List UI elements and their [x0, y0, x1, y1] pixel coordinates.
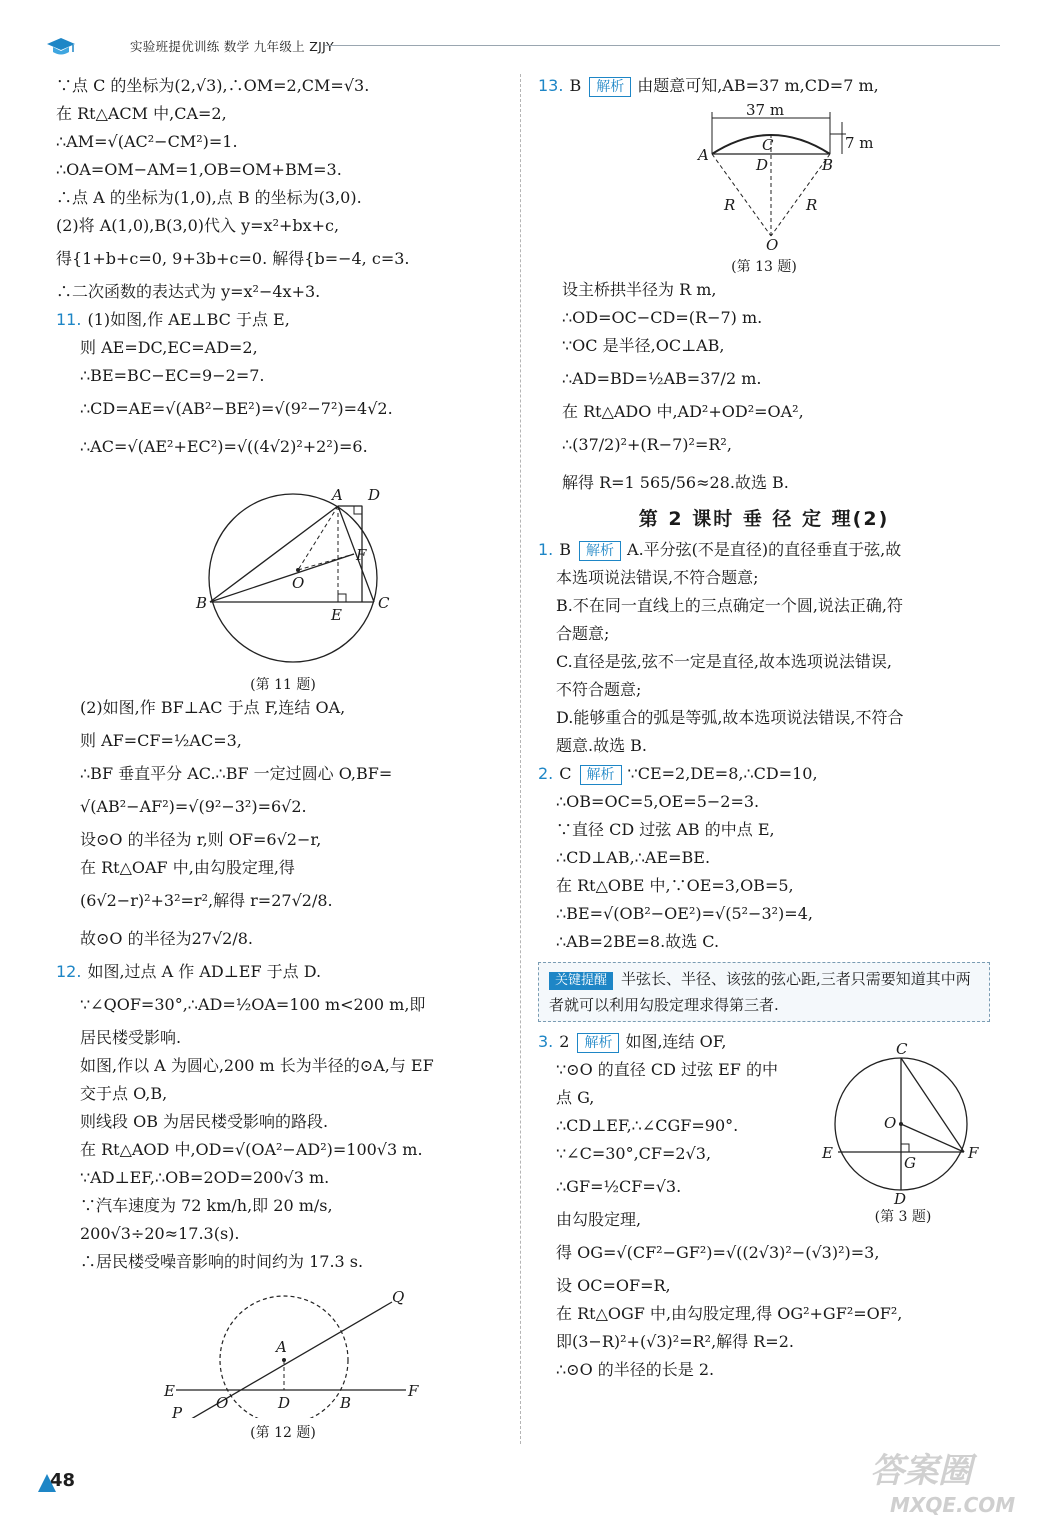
text-line: ∴OD=OC−CD=(R−7) m.	[562, 308, 763, 327]
text-line: 在 Rt△OAF 中,由勾股定理,得	[80, 858, 295, 877]
text-line: 点 G,	[556, 1088, 595, 1107]
text-line: 如图,作以 A 为圆心,200 m 长为半径的⊙A,与 EF	[80, 1056, 434, 1075]
text-line: 故⊙O 的半径为27√2/8.	[80, 929, 254, 948]
label-D: D	[756, 156, 769, 174]
label-D: D	[894, 1190, 907, 1208]
text-line: ∵⊙O 的直径 CD 过弦 EF 的中	[556, 1060, 778, 1079]
text-line: ∴AD=BD=½AB=37/2 m.	[562, 369, 762, 388]
key-tip-text: 半弦长、半径、该弦的弦心距,三者只需要知道其中两者就可以利用勾股定理求得第三者.	[549, 970, 971, 1014]
figure-caption: (第 13 题)	[731, 259, 797, 275]
text-line: 得{1+b+c=0, 9+3b+c=0. 解得{b=−4, c=3.	[56, 249, 410, 268]
text-line: 则 AE=DC,EC=AD=2,	[80, 338, 258, 357]
text-line: 设主桥拱半径为 R m,	[562, 280, 717, 299]
figure-caption: (第 3 题)	[874, 1209, 932, 1225]
label-F: F	[408, 1382, 419, 1400]
text-line: 在 Rt△OBE 中,∵OE=3,OB=5,	[556, 876, 794, 895]
key-tip-label: 关键提醒	[549, 972, 613, 990]
text-line: (2)如图,作 BF⊥AC 于点 F,连结 OA,	[80, 698, 346, 717]
text-line: 在 Rt△ADO 中,AD²+OD²=OA²,	[562, 402, 804, 421]
text-line: 题意.故选 B.	[556, 736, 648, 755]
q3-block	[538, 1028, 990, 1234]
header-rule	[325, 45, 1000, 46]
text-line: ∵点 C 的坐标为(2,√3),∴OM=2,CM=√3.	[56, 76, 370, 95]
text-line: C.直径是弦,弦不一定是直径,故本选项说法错误,	[556, 652, 893, 671]
text-line: ∴BE=√(OB²−OE²)=√(5²−3²)=4,	[556, 904, 813, 923]
label-O: O	[766, 236, 779, 252]
text-line: ∴(37/2)²+(R−7)²=R²,	[562, 435, 732, 454]
label-B: B	[822, 156, 834, 174]
text-line: 设⊙O 的半径为 r,则 OF=6√2−r,	[80, 830, 322, 849]
watermark-sub: MXQE.COM	[890, 1493, 1016, 1517]
left-column	[56, 72, 510, 1442]
text-line: ∵∠C=30°,CF=2√3,	[556, 1144, 712, 1163]
text-line: 即(3−R)²+(√3)²=R²,解得 R=2.	[556, 1332, 794, 1351]
text-line: ∴⊙O 的半径的长是 2.	[556, 1360, 715, 1379]
question-number: 13.	[538, 76, 564, 95]
height-label: 7 m	[845, 134, 874, 152]
column-divider	[520, 74, 521, 1444]
circle-diagram-3	[818, 1028, 988, 1208]
text-line: ∴AB=2BE=8.故选 C.	[556, 932, 720, 951]
label-E: E	[331, 606, 342, 624]
label-D: D	[278, 1394, 291, 1412]
text-line: D.能够重合的弧是等弧,故本选项说法错误,不符合	[556, 708, 904, 727]
text-line: ∵∠QOF=30°,∴AD=½OA=100 m<200 m,即	[80, 995, 426, 1014]
label-A: A	[332, 486, 343, 504]
text-line: ∵汽车速度为 72 km/h,即 20 m/s,	[80, 1196, 333, 1215]
book-title: 实验班提优训练 数学 九年级上 ZJJY	[130, 39, 334, 54]
key-tip-box	[538, 962, 990, 1022]
q12-line: 12. 如图,过点 A 作 AD⊥EF 于点 D.	[56, 962, 322, 981]
text-line: 交于点 O,B,	[80, 1084, 168, 1103]
label-F: F	[968, 1144, 979, 1162]
text-line: 则 AF=CF=½AC=3,	[80, 731, 242, 750]
circle-diagram-11	[56, 470, 510, 670]
figure-12	[56, 1280, 510, 1418]
text-line: ∴点 A 的坐标为(1,0),点 B 的坐标为(3,0).	[56, 188, 362, 207]
analysis-tag: 解析	[589, 77, 631, 97]
text-line: 则线段 OB 为居民楼受影响的路段.	[80, 1112, 329, 1131]
label-E: E	[164, 1382, 175, 1400]
arrow-up-icon	[38, 1474, 56, 1492]
label-A: A	[276, 1338, 287, 1356]
text-line: 由勾股定理,	[556, 1210, 642, 1229]
q13-line: 13. B 解析 由题意可知,AB=37 m,CD=7 m,	[538, 76, 879, 95]
text-line: ∴GF=½CF=√3.	[556, 1177, 682, 1196]
page-header	[40, 34, 1000, 58]
section-title: 第 2 课时 垂 径 定 理(2)	[638, 508, 890, 530]
text-line: ∴CD=AE=√(AB²−BE²)=√(9²−7²)=4√2.	[80, 399, 393, 418]
q1-line: 1. B 解析 A.平分弦(不是直径)的直径垂直于弦,故	[538, 540, 902, 559]
text-line: ∴AM=√(AC²−CM²)=1.	[56, 132, 238, 151]
text-line: 在 Rt△ACM 中,CA=2,	[56, 104, 227, 123]
text-line: (6√2−r)²+3²=r²,解得 r=27√2/8.	[80, 891, 333, 910]
circle-line-diagram-12	[56, 1280, 510, 1418]
text-line: 合题意;	[556, 624, 610, 643]
label-C: C	[896, 1040, 908, 1058]
figure-3	[818, 1028, 988, 1234]
question-number: 1.	[538, 540, 554, 559]
text-line: 在 Rt△AOD 中,OD=√(OA²−AD²)=100√3 m.	[80, 1140, 423, 1159]
text-line: ∴BE=BC−EC=9−2=7.	[80, 366, 265, 385]
text-line: ∴AC=√(AE²+EC²)=√((4√2)²+2²)=6.	[80, 437, 368, 456]
text-line: ∴BF 垂直平分 AC.∴BF 一定过圆心 O,BF=	[80, 764, 393, 783]
label-B: B	[196, 594, 208, 612]
figure-13	[538, 104, 990, 252]
watermark-main: 答案圈	[870, 1451, 972, 1491]
text-line: 200√3÷20≈17.3(s).	[80, 1224, 240, 1243]
text-line: ∴OB=OC=5,OE=5−2=3.	[556, 792, 760, 811]
q3-line: 3. 2 解析 如图,连结 OF,	[538, 1032, 727, 1051]
text-line: 本选项说法错误,不符合题意;	[556, 568, 759, 587]
label-A: A	[698, 146, 709, 164]
page-number: 48	[50, 1470, 86, 1498]
text-line: ∴OA=OM−AM=1,OB=OM+BM=3.	[56, 160, 342, 179]
label-Q: Q	[392, 1288, 405, 1306]
label-G: G	[904, 1154, 916, 1172]
figure-caption: (第 12 题)	[250, 1425, 316, 1441]
question-number: 12.	[56, 962, 82, 981]
analysis-tag: 解析	[580, 765, 622, 785]
text-line: 解得 R=1 565/56≈28.故选 B.	[562, 473, 789, 492]
text-line: ∴居民楼受噪音影响的时间约为 17.3 s.	[80, 1252, 364, 1271]
label-O: O	[216, 1394, 229, 1412]
text-line: 得 OG=√(CF²−GF²)=√((2√3)²−(√3)²)=3,	[556, 1243, 880, 1262]
figure-caption: (第 11 题)	[250, 677, 316, 693]
right-column	[538, 72, 990, 1384]
q3-text	[538, 1028, 818, 1234]
label-D: D	[368, 486, 381, 504]
question-number: 11.	[56, 310, 82, 329]
text-line: B.不在同一直线上的三点确定一个圆,说法正确,符	[556, 596, 904, 615]
text-line: 居民楼受影响.	[80, 1028, 182, 1047]
arch-bridge-diagram-13	[538, 104, 990, 252]
text-line: ∵直径 CD 过弦 AB 的中点 E,	[556, 820, 775, 839]
graduation-cap-icon	[46, 36, 76, 58]
text-line: ∴CD⊥AB,∴AE=BE.	[556, 848, 711, 867]
text-line: ∴CD⊥EF,∴∠CGF=90°.	[556, 1116, 739, 1135]
text-line: ∵OC 是半径,OC⊥AB,	[562, 336, 725, 355]
text-line: 设 OC=OF=R,	[556, 1276, 671, 1295]
question-number: 3.	[538, 1032, 554, 1051]
analysis-tag: 解析	[579, 541, 621, 561]
text-line: ∵AD⊥EF,∴OB=2OD=200√3 m.	[80, 1168, 330, 1187]
q11-line: 11. (1)如图,作 AE⊥BC 于点 E,	[56, 310, 290, 329]
text-line: 在 Rt△OGF 中,由勾股定理,得 OG²+GF²=OF²,	[556, 1304, 903, 1323]
text-line: 不符合题意;	[556, 680, 642, 699]
question-number: 2.	[538, 764, 554, 783]
text-line: (2)将 A(1,0),B(3,0)代入 y=x²+bx+c,	[56, 216, 340, 235]
text-line: ∴二次函数的表达式为 y=x²−4x+3.	[56, 282, 321, 301]
label-C: C	[378, 594, 390, 612]
label-O: O	[292, 574, 305, 592]
label-B: B	[340, 1394, 352, 1412]
analysis-tag: 解析	[577, 1033, 619, 1053]
figure-11	[56, 470, 510, 670]
label-F: F	[356, 546, 367, 564]
width-label: 37 m	[746, 104, 785, 119]
watermark-logo	[860, 1440, 1030, 1520]
q2-line: 2. C 解析 ∵CE=2,DE=8,∴CD=10,	[538, 764, 818, 783]
text-line: √(AB²−AF²)=√(9²−3²)=6√2.	[80, 797, 307, 816]
label-O: O	[884, 1114, 897, 1132]
label-R-right: R	[806, 196, 818, 214]
label-P: P	[172, 1404, 183, 1418]
label-C: C	[762, 136, 774, 154]
label-R-left: R	[724, 196, 736, 214]
label-E: E	[822, 1144, 833, 1162]
